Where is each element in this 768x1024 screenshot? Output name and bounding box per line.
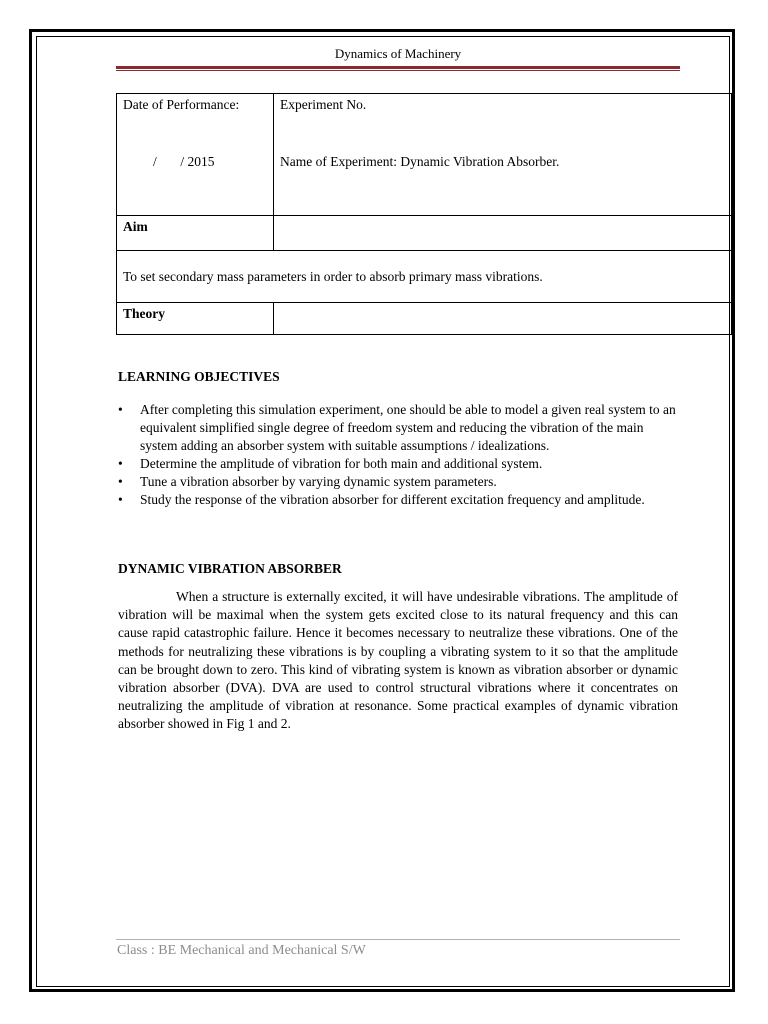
date-cell — [117, 94, 274, 216]
bullet-icon: • — [118, 456, 123, 471]
table-row-aim-text — [117, 251, 732, 303]
page-header-title: Dynamics of Machinery — [334, 46, 462, 61]
bullet-icon: • — [118, 492, 123, 507]
table-row-theory — [117, 303, 732, 335]
experiment-name: Name of Experiment: Dynamic Vibration Absorber. — [280, 154, 560, 169]
dva-heading: DYNAMIC VIBRATION ABSORBER — [118, 561, 342, 576]
experiment-info-table — [116, 93, 732, 335]
list-item: • Tune a vibration absorber by varying dynamic system parameters. — [118, 474, 497, 489]
list-item: • After completing this simulation experiment, one should be able to model a given real system to an equivalent simplified single degree of freedom system and reducing the vibration of the main system adding an absorber system with suitable assumptions / idealizations. — [118, 402, 676, 453]
bullet-icon: • — [118, 474, 123, 489]
date-of-performance-value: / / 2015 — [153, 154, 215, 169]
table-row-aim — [117, 216, 732, 251]
bullet-icon: • — [118, 402, 123, 417]
learning-objectives-heading: LEARNING OBJECTIVES — [118, 369, 280, 384]
experiment-cell — [274, 94, 732, 216]
footer-rule — [116, 939, 680, 940]
aim-label: Aim — [117, 216, 274, 251]
experiment-no-label: Experiment No. — [280, 97, 367, 112]
list-item: • Study the response of the vibration absorber for different excitation frequency and amplitude. — [118, 492, 645, 507]
theory-label: Theory — [117, 303, 274, 335]
aim-empty-cell — [274, 216, 732, 251]
theory-empty-cell — [274, 303, 732, 335]
date-of-performance-label: Date of Performance: — [123, 97, 240, 112]
learning-objectives-list — [118, 401, 678, 509]
aim-text: To set secondary mass parameters in order to absorb primary mass vibrations. — [117, 251, 732, 303]
header-rule-thick — [116, 66, 680, 69]
footer-class-label: Class : BE Mechanical and Mechanical S/W — [117, 943, 366, 958]
table-row-experiment — [117, 94, 732, 216]
list-item: • Determine the amplitude of vibration for both main and additional system. — [118, 456, 543, 471]
dva-paragraph: When a structure is externally excited, it will have undesirable vibrations. The amplitude of vibration will be maximal when the system gets excited close to its natural frequency and this can cause rapid catastrophic failure. Hence it becomes necessary to neutralize these vibrations. One of the methods for neutralizing these vibrations is by coupling a vibrating system to it so that the amplitude can be brought down to zero. This kind of vibrating system is known as vibration absorber or dynamic vibration absorber (DVA). DVA are used to control structural vibrations where it concentrates on neutralizing the amplitude of vibration at resonance. Some practical examples of dynamic vibration absorber showed in Fig 1 and 2. — [118, 589, 678, 732]
header-rule-thin — [116, 70, 680, 71]
